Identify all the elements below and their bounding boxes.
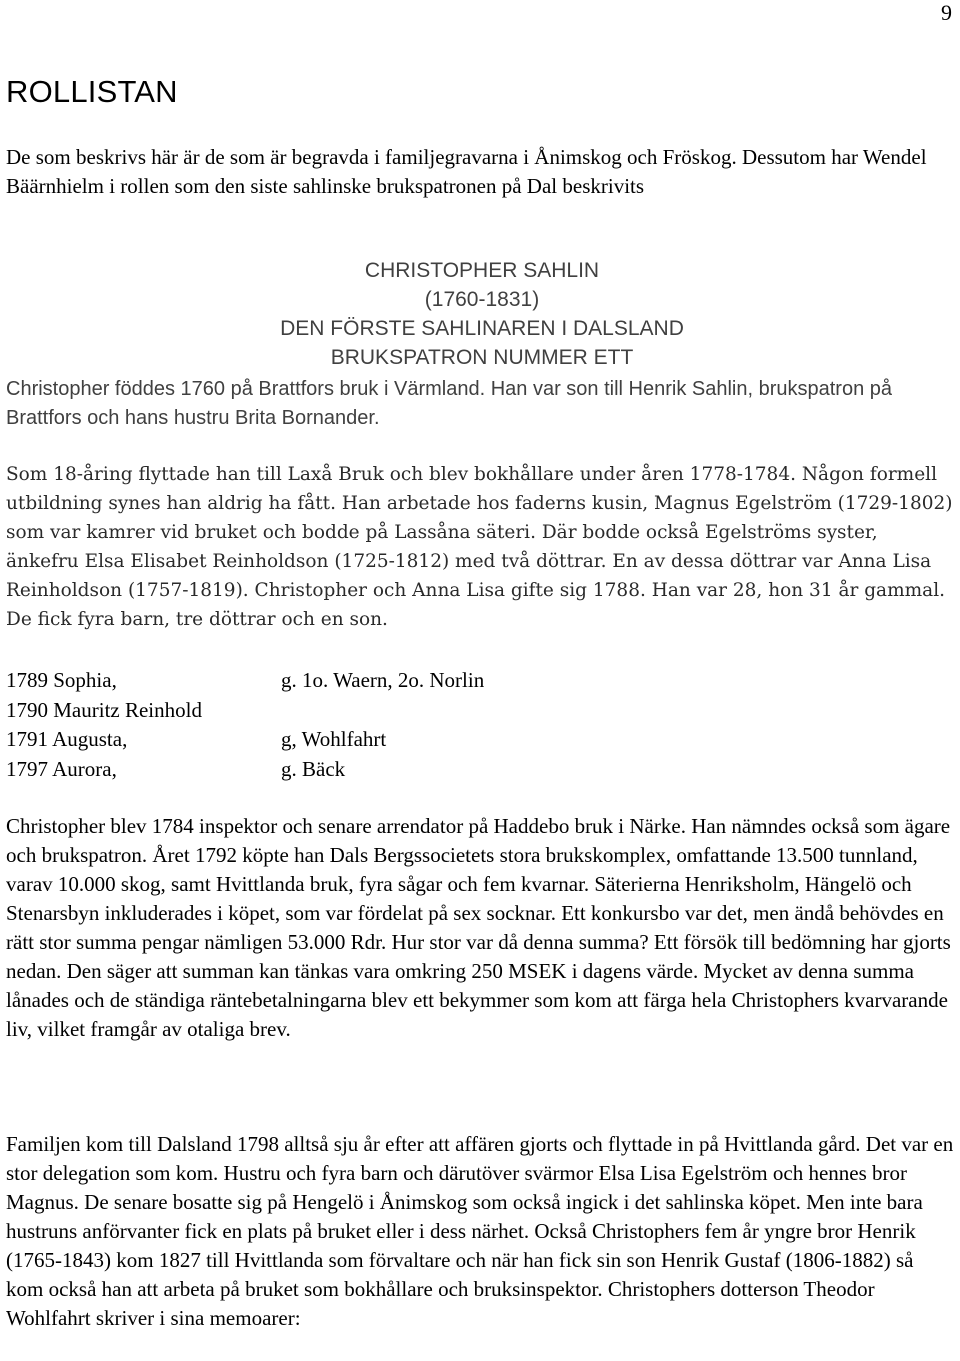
children-list <box>6 666 706 784</box>
birth-paragraph: Christopher föddes 1760 på Brattfors bruk i Värmland. Han var son till Henrik Sahlin, brukspatron på Brattfors och hans hustru Brita Bornander. <box>6 378 893 429</box>
child-name: 1789 Sophia, <box>6 668 117 693</box>
familjen-paragraph: Familjen kom till Dalsland 1798 alltså sju år efter att affären gjorts och flyttade in på Hvittlanda gård. Det var en stor delegation som kom. Hustru och fyra barn och därutöver svärmor Elsa Lisa Egelström och hennes bror Magnus. De senare bosatte sig på Hengelö i Ånimskog som också ingick i det sahlinska köpet. Men inte bara hustruns anförvanter fick en plats på bruket eller i dess närhet. Också Christophers fem år yngre bror Henrik (1765-1843) kom 1827 till Hvittlanda som förvaltare och när han fick sin son Henrik Gustaf (1806-1882) så kom också han att arbeta på bruket som bokhållare och bruksinspektor. Christophers dotterson Theodor Wohlfahrt skriver i sina memoarer: <box>6 1132 954 1330</box>
child-name: 1790 Mauritz Reinhold <box>6 697 202 722</box>
list-item <box>6 755 706 785</box>
profile-header <box>0 256 960 372</box>
child-name: 1791 Augusta, <box>6 727 128 752</box>
child-spouse: g. Bäck <box>281 757 346 782</box>
section-heading: ROLLISTAN <box>6 74 178 109</box>
child-spouse: g. 1o. Waern, 2o. Norlin <box>281 668 485 693</box>
child-name: 1797 Aurora, <box>6 757 117 782</box>
profile-years: (1760-1831) <box>424 288 540 311</box>
list-item <box>6 666 706 696</box>
profile-name: CHRISTOPHER SAHLIN <box>364 259 600 282</box>
profile-subtitle: BRUKSPATRON NUMMER ETT <box>330 346 634 369</box>
laxa-paragraph: Som 18-åring flyttade han till Laxå Bruk och blev bokhållare under åren 1778-1784. Någon formell utbildning synes han aldrig ha fått. Han arbetade hos faderns kusin, Magnus Egelström (1729-1802) som var kamrer vid bruket och bodde på Lassåna säteri. Där bodde också Egelströms syster, änkefru Elsa Elisabet Reinholdson (1725-1812) med två döttrar. En av dessa döttrar var Anna Lisa Reinholdson (1757-1819). Christopher och Anna Lisa gifte sig 1788. Han var 28, hon 31 år gammal. De fick fyra barn, tre döttrar och en son. <box>6 464 953 630</box>
inspektor-paragraph: Christopher blev 1784 inspektor och senare arrendator på Haddebo bruk i Närke. Han nämndes också som ägare och brukspatron. Året 1792 köpte han Dals Bergssocietets stora brukskomplex, omfattande 13.500 tunnland, varav 10.000 skog, samt Hvittlanda bruk, fyra sågar och fem kvarnar. Säterierna Henriksholm, Hängelö och Stenarsbyn inkluderades i köpet, som var fördelat på sex socknar. Ett konkursbo var det, men ändå behövdes en rätt stor summa pengar nämligen 53.000 Rdr. Hur stor var då denna summa? Ett försök till bedömning har gjorts nedan. Den säger att summan kan tänkas vara omkring 250 MSEK i dagens värde. Mycket av denna summa lånades och de ständiga räntebetalningarna blev ett bekymmer som kom att färga hela Christophers kvarvarande liv, vilket framgår av otaliga brev. <box>6 814 951 1041</box>
page-number: 9 <box>941 0 952 25</box>
list-item <box>6 696 706 726</box>
list-item <box>6 725 706 755</box>
profile-subtitle: DEN FÖRSTE SAHLINAREN I DALSLAND <box>280 317 684 340</box>
intro-paragraph: De som beskrivs här är de som är begravda i familjegravarna i Ånimskog och Fröskog. Dessutom har Wendel Bäärnhielm i rollen som den siste sahlinske brukspatronen på Dal beskrivits <box>6 145 927 198</box>
child-spouse: g, Wohlfahrt <box>281 727 387 752</box>
